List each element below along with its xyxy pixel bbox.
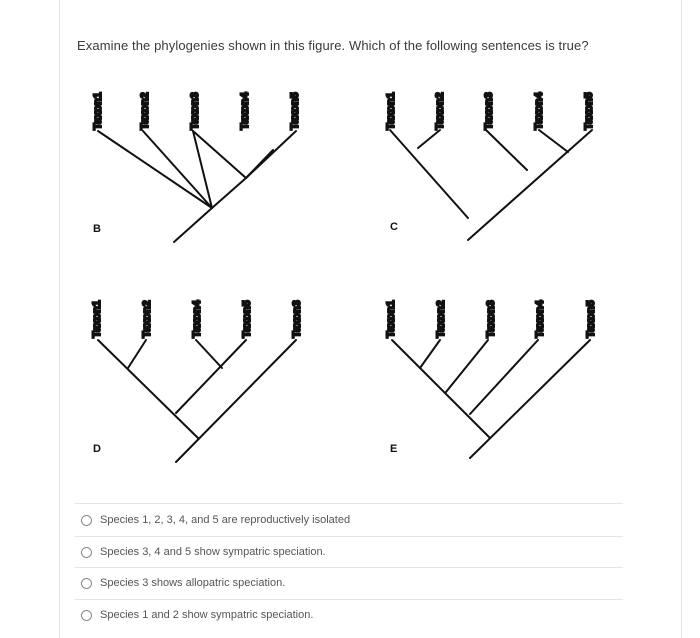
radio-button[interactable] — [81, 610, 92, 621]
option-label: Species 1 and 2 show sympatric speciation. — [100, 609, 314, 621]
tree-d-taxon-label: Taxon4 — [191, 300, 203, 338]
tree-e-taxon-label: Taxon5 — [585, 300, 597, 338]
tree-c-branch-taxon4 — [539, 130, 568, 152]
answer-option-2[interactable] — [75, 536, 623, 568]
tree-e-taxon-label: Taxon4 — [534, 300, 546, 338]
answer-option-4[interactable] — [75, 599, 623, 631]
tree-a-taxon-label: Taxon2 — [139, 92, 151, 130]
tree-c-taxon-label: Taxon4 — [533, 92, 545, 130]
tree-a-branch-taxon4 — [212, 178, 246, 208]
tree-c-taxon-label: Taxon5 — [583, 92, 595, 130]
tree-a-branch-taxon5b — [246, 131, 296, 178]
tree-c-taxon-label: Taxon2 — [434, 92, 446, 130]
answer-option-1[interactable] — [75, 504, 623, 536]
tree-a-taxon-label: Taxon1 — [92, 92, 104, 130]
tree-e-root-branch — [470, 340, 590, 458]
tree-c-branch-taxon2 — [418, 130, 440, 148]
tree-e-label: E — [390, 443, 398, 455]
tree-d-taxon-label: Taxon3 — [291, 300, 303, 338]
tree-a-taxon-label: Taxon4 — [239, 92, 251, 130]
tree-d-taxon-label: Taxon1 — [91, 300, 103, 338]
tree-a-root-branch — [174, 208, 212, 242]
tree-d-branch-taxon4 — [196, 340, 222, 368]
tree-d-label: D — [93, 443, 101, 455]
tree-d-branch-taxon2 — [128, 340, 146, 368]
question-text: Examine the phylogenies shown in this figure. Which of the following sentences is true? — [77, 38, 589, 53]
tree-c-label: C — [390, 221, 398, 233]
tree-c-branch-taxon3 — [486, 130, 527, 170]
answer-option-3[interactable] — [75, 567, 623, 599]
tree-e-branch-taxon2 — [420, 340, 440, 368]
tree-e — [385, 299, 597, 458]
tree-b-label: B — [93, 223, 101, 235]
tree-c-taxon-label: Taxon1 — [385, 92, 397, 130]
tree-d-branch-taxon1 — [98, 340, 198, 438]
tree-e-taxon-label: Taxon2 — [435, 300, 447, 338]
tree-d-root-branch — [176, 340, 296, 462]
tree-d — [91, 299, 303, 462]
tree-c-branch-taxon1 — [390, 130, 468, 218]
tree-c-root-branch — [468, 130, 592, 240]
tree-e-branch-taxon3 — [446, 340, 488, 392]
tree-a — [92, 91, 301, 242]
option-label: Species 1, 2, 3, 4, and 5 are reproductively isolated — [100, 514, 351, 526]
option-label: Species 3 shows allopatric speciation. — [100, 577, 286, 589]
tree-c-taxon-label: Taxon3 — [483, 92, 495, 130]
tree-a-taxon-label: Taxon3 — [189, 92, 201, 130]
radio-button[interactable] — [81, 578, 92, 589]
option-label: Species 3, 4 and 5 show sympatric speciation. — [100, 546, 326, 558]
tree-e-taxon-label: Taxon1 — [385, 300, 397, 338]
tree-e-taxon-label: Taxon3 — [485, 300, 497, 338]
tree-a-branch-taxon3b — [193, 131, 246, 178]
tree-d-taxon-label: Taxon2 — [141, 300, 153, 338]
tree-d-taxon-label: Taxon5 — [241, 300, 253, 338]
tree-a-taxon-label: Taxon5 — [289, 92, 301, 130]
radio-button[interactable] — [81, 515, 92, 526]
radio-button[interactable] — [81, 547, 92, 558]
tree-c — [385, 91, 595, 240]
